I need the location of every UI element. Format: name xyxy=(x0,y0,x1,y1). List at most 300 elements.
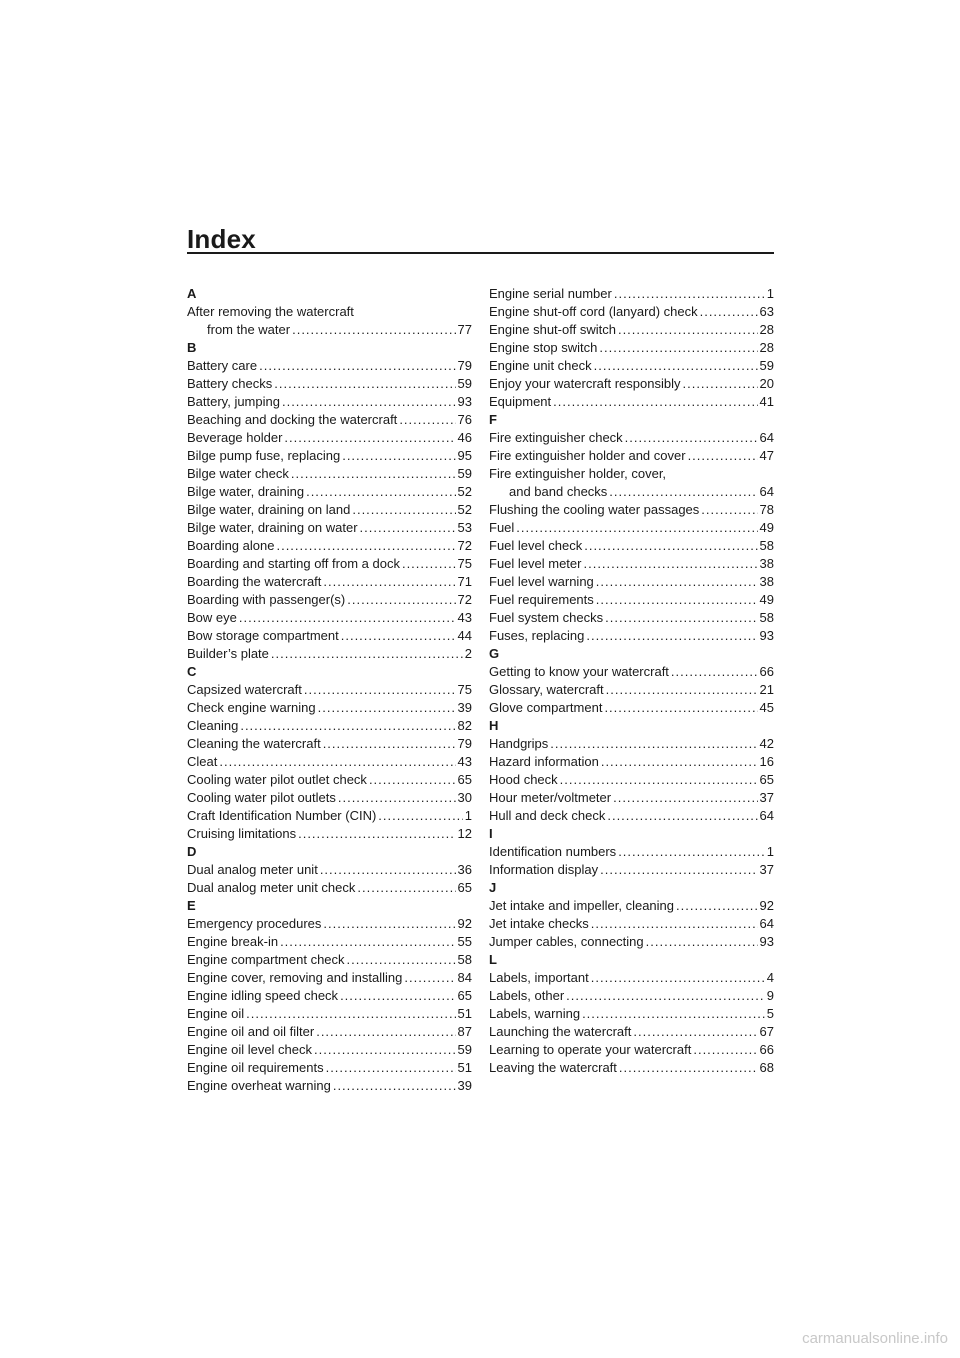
index-entry xyxy=(489,1005,774,1023)
index-entry-text: Bilge water, draining on land xyxy=(187,502,351,517)
index-letter-heading: C xyxy=(187,664,197,679)
index-entry-text: Cleaning xyxy=(187,718,239,733)
index-entry xyxy=(489,609,774,627)
dot-leader xyxy=(240,717,455,735)
index-entry xyxy=(489,1059,774,1077)
dot-leader xyxy=(326,1059,456,1077)
index-column-right xyxy=(489,285,774,1077)
index-letter-heading: F xyxy=(489,412,497,427)
index-entry xyxy=(489,321,774,339)
index-entry xyxy=(489,897,774,915)
index-entry-text: Fuel level meter xyxy=(489,556,582,571)
index-entry-page: 59 xyxy=(457,376,472,391)
index-entry-page: 51 xyxy=(457,1060,472,1075)
index-entry-page: 65 xyxy=(457,988,472,1003)
dot-leader xyxy=(342,447,455,465)
dot-leader xyxy=(693,1041,757,1059)
index-letter-heading: J xyxy=(489,880,497,895)
index-entry-page: 20 xyxy=(759,376,774,391)
index-letter-heading: G xyxy=(489,646,500,661)
dot-leader xyxy=(550,735,757,753)
index-entry-page: 72 xyxy=(457,538,472,553)
index-entry xyxy=(489,915,774,933)
index-entry-text: Getting to know your watercraft xyxy=(489,664,669,679)
dot-leader xyxy=(596,591,758,609)
index-entry-page: 49 xyxy=(759,520,774,535)
index-entry-page: 72 xyxy=(457,592,472,607)
index-entry-text: Engine shut-off switch xyxy=(489,322,616,337)
index-entry xyxy=(187,969,472,987)
dot-leader xyxy=(599,339,757,357)
dot-leader xyxy=(320,861,456,879)
dot-leader xyxy=(323,573,455,591)
index-entry-text: Battery checks xyxy=(187,376,273,391)
index-entry-page: 93 xyxy=(759,934,774,949)
index-entry xyxy=(489,555,774,573)
dot-leader xyxy=(688,447,758,465)
index-entry-text: Bilge water, draining on water xyxy=(187,520,358,535)
dot-leader xyxy=(298,825,455,843)
index-entry-page: 1 xyxy=(766,844,774,859)
index-entry-text: Engine overheat warning xyxy=(187,1078,331,1093)
index-entry xyxy=(187,429,472,447)
page-title: Index xyxy=(187,224,256,254)
dot-leader xyxy=(378,807,462,825)
dot-leader xyxy=(347,591,455,609)
index-entry-text: Craft Identification Number (CIN) xyxy=(187,808,377,823)
index-entry-page: 64 xyxy=(759,808,774,823)
index-letter-heading: B xyxy=(187,340,197,355)
index-entry-text: Beverage holder xyxy=(187,430,283,445)
dot-leader xyxy=(357,879,455,897)
index-entry-page: 67 xyxy=(759,1024,774,1039)
index-entry-text: Identification numbers xyxy=(489,844,617,859)
index-entry xyxy=(187,825,472,843)
index-entry-page: 43 xyxy=(457,754,472,769)
index-entry-page: 38 xyxy=(759,574,774,589)
index-entry xyxy=(187,951,472,969)
index-entry-page: 30 xyxy=(457,790,472,805)
dot-leader xyxy=(591,915,758,933)
dot-leader xyxy=(613,789,757,807)
dot-leader xyxy=(314,1041,456,1059)
dot-leader xyxy=(606,681,758,699)
index-entry xyxy=(489,357,774,375)
index-entry-page: 28 xyxy=(759,340,774,355)
dot-leader xyxy=(274,375,455,393)
index-entry-text: Cooling water pilot outlets xyxy=(187,790,336,805)
index-entry-text: Labels, warning xyxy=(489,1006,581,1021)
index-entry xyxy=(489,393,774,411)
index-entry-text: Bow storage compartment xyxy=(187,628,339,643)
index-entry xyxy=(187,627,472,645)
dot-leader xyxy=(560,771,758,789)
index-entry-text: Fuel system checks xyxy=(489,610,604,625)
index-entry-text: Hull and deck check xyxy=(489,808,606,823)
index-entry xyxy=(187,789,472,807)
dot-leader xyxy=(582,1005,765,1023)
index-entry-page: 46 xyxy=(457,430,472,445)
index-entry-text: Bilge water, draining xyxy=(187,484,305,499)
index-entry-text: Handgrips xyxy=(489,736,549,751)
index-entry-text: Fire extinguisher check xyxy=(489,430,623,445)
index-entry-text: Dual analog meter unit xyxy=(187,862,318,877)
index-entry-page: 68 xyxy=(759,1060,774,1075)
index-entry-page: 53 xyxy=(457,520,472,535)
index-entry-text: Fuel xyxy=(489,520,515,535)
index-entry-page: 59 xyxy=(457,1042,472,1057)
watermark: carmanualsonline.info xyxy=(802,1330,948,1347)
dot-leader xyxy=(402,555,456,573)
dot-leader xyxy=(618,843,765,861)
dot-leader xyxy=(352,501,455,519)
index-entry-text: Flushing the cooling water passages xyxy=(489,502,700,517)
index-entry xyxy=(489,591,774,609)
index-entry xyxy=(187,537,472,555)
index-entry-text: Leaving the watercraft xyxy=(489,1060,617,1075)
index-entry xyxy=(187,861,472,879)
index-entry-text: Builder’s plate xyxy=(187,646,269,661)
dot-leader xyxy=(594,357,758,375)
index-entry-text: Dual analog meter unit check xyxy=(187,880,356,895)
index-entry xyxy=(187,447,472,465)
index-entry xyxy=(489,501,774,519)
index-entry xyxy=(489,375,774,393)
index-entry-page: 21 xyxy=(759,682,774,697)
index-entry xyxy=(187,1059,472,1077)
index-entry-page: 41 xyxy=(759,394,774,409)
index-entry-text: Emergency procedures xyxy=(187,916,322,931)
index-entry-text: Battery care xyxy=(187,358,258,373)
title-rule xyxy=(187,252,774,254)
index-entry xyxy=(489,339,774,357)
dot-leader xyxy=(600,861,757,879)
dot-leader xyxy=(280,933,455,951)
index-entry xyxy=(489,483,774,501)
index-entry xyxy=(187,303,472,321)
index-entry xyxy=(489,933,774,951)
index-entry xyxy=(187,393,472,411)
index-entry xyxy=(187,1041,472,1059)
index-entry-text: Cruising limitations xyxy=(187,826,297,841)
index-entry-text: Bilge pump fuse, replacing xyxy=(187,448,341,463)
index-entry-page: 28 xyxy=(759,322,774,337)
index-entry-text: Enjoy your watercraft responsibly xyxy=(489,376,681,391)
dot-leader xyxy=(340,987,455,1005)
dot-leader xyxy=(369,771,456,789)
dot-leader xyxy=(246,1005,455,1023)
dot-leader xyxy=(618,321,758,339)
index-entry xyxy=(187,1023,472,1041)
index-entry-text: and band checks xyxy=(509,484,608,499)
index-entry xyxy=(489,789,774,807)
index-entry-text: Engine oil and oil filter xyxy=(187,1024,315,1039)
dot-leader xyxy=(566,987,765,1005)
index-entry xyxy=(187,465,472,483)
index-entry-text: Engine stop switch xyxy=(489,340,598,355)
index-entry-page: 52 xyxy=(457,502,472,517)
dot-leader xyxy=(553,393,757,411)
index-entry xyxy=(187,753,472,771)
index-entry xyxy=(187,645,472,663)
index-entry-text: Glove compartment xyxy=(489,700,603,715)
dot-leader xyxy=(292,321,455,339)
dot-leader xyxy=(360,519,456,537)
index-entry xyxy=(489,303,774,321)
index-entry xyxy=(489,1023,774,1041)
index-entry-page: 66 xyxy=(759,664,774,679)
index-entry-page: 51 xyxy=(457,1006,472,1021)
dot-leader xyxy=(591,969,765,987)
index-entry xyxy=(489,573,774,591)
index-entry-page: 58 xyxy=(759,538,774,553)
index-entry-page: 36 xyxy=(457,862,472,877)
index-column-left xyxy=(187,285,472,1095)
index-entry-text: Engine cover, removing and installing xyxy=(187,970,403,985)
dot-leader xyxy=(323,735,456,753)
dot-leader xyxy=(676,897,758,915)
dot-leader xyxy=(614,285,765,303)
index-entry-text: Battery, jumping xyxy=(187,394,280,409)
index-entry-text: Engine shut-off cord (lanyard) check xyxy=(489,304,698,319)
index-entry xyxy=(187,807,472,825)
index-entry xyxy=(187,573,472,591)
index-entry-page: 79 xyxy=(457,358,472,373)
index-entry xyxy=(489,429,774,447)
index-letter-heading: D xyxy=(187,844,197,859)
index-entry xyxy=(489,285,774,303)
index-entry-page: 58 xyxy=(759,610,774,625)
dot-leader xyxy=(316,1023,455,1041)
index-entry-text: Jumper cables, connecting xyxy=(489,934,644,949)
index-entry-text: Cooling water pilot outlet check xyxy=(187,772,367,787)
index-entry xyxy=(187,357,472,375)
index-entry-page: 49 xyxy=(759,592,774,607)
index-entry-text: Engine break-in xyxy=(187,934,279,949)
index-entry-page: 1 xyxy=(766,286,774,301)
dot-leader xyxy=(282,393,456,411)
dot-leader xyxy=(284,429,455,447)
dot-leader xyxy=(700,303,758,321)
dot-leader xyxy=(586,627,757,645)
index-entry-text: Labels, important xyxy=(489,970,589,985)
dot-leader xyxy=(682,375,757,393)
index-entry-page: 65 xyxy=(759,772,774,787)
dot-leader xyxy=(701,501,757,519)
dot-leader xyxy=(341,627,456,645)
index-entry xyxy=(489,735,774,753)
index-letter-heading: H xyxy=(489,718,499,733)
index-entry-page: 75 xyxy=(457,556,472,571)
index-entry-text: Engine serial number xyxy=(489,286,612,301)
index-entry-page: 5 xyxy=(766,1006,774,1021)
index-entry-text: Hood check xyxy=(489,772,558,787)
index-entry xyxy=(187,879,472,897)
index-entry-page: 12 xyxy=(457,826,472,841)
index-entry-text: Check engine warning xyxy=(187,700,316,715)
index-entry-page: 39 xyxy=(457,1078,472,1093)
dot-leader xyxy=(516,519,757,537)
index-entry xyxy=(489,663,774,681)
dot-leader xyxy=(219,753,455,771)
dot-leader xyxy=(671,663,758,681)
index-entry-page: 79 xyxy=(457,736,472,751)
index-entry-page: 55 xyxy=(457,934,472,949)
index-entry xyxy=(187,1077,472,1095)
index-entry-page: 52 xyxy=(457,484,472,499)
index-entry-page: 77 xyxy=(457,322,472,337)
index-entry-page: 42 xyxy=(759,736,774,751)
index-letter-heading: A xyxy=(187,286,197,301)
index-entry-page: 64 xyxy=(759,430,774,445)
dot-leader xyxy=(625,429,758,447)
index-entry-text: Equipment xyxy=(489,394,552,409)
index-entry-page: 39 xyxy=(457,700,472,715)
index-entry xyxy=(187,1005,472,1023)
index-entry xyxy=(187,987,472,1005)
index-entry-text: Engine compartment check xyxy=(187,952,345,967)
dot-leader xyxy=(399,411,455,429)
index-entry-text: Engine oil requirements xyxy=(187,1060,324,1075)
index-entry xyxy=(187,411,472,429)
dot-leader xyxy=(633,1023,757,1041)
index-entry xyxy=(489,771,774,789)
index-entry-page: 58 xyxy=(457,952,472,967)
dot-leader xyxy=(404,969,455,987)
dot-leader xyxy=(276,537,455,555)
index-entry xyxy=(187,501,472,519)
dot-leader xyxy=(607,807,757,825)
index-entry-page: 64 xyxy=(759,916,774,931)
dot-leader xyxy=(619,1059,758,1077)
index-entry-page: 44 xyxy=(457,628,472,643)
index-entry-text: Engine unit check xyxy=(489,358,592,373)
index-entry-page: 75 xyxy=(457,682,472,697)
index-entry-page: 1 xyxy=(464,808,472,823)
index-entry-text: Fuses, replacing xyxy=(489,628,585,643)
dot-leader xyxy=(306,483,455,501)
index-entry-text: Bilge water check xyxy=(187,466,289,481)
index-entry-page: 59 xyxy=(457,466,472,481)
index-entry xyxy=(489,537,774,555)
index-entry-page: 78 xyxy=(759,502,774,517)
index-entry-text: Capsized watercraft xyxy=(187,682,302,697)
dot-leader xyxy=(583,555,757,573)
index-entry-page: 64 xyxy=(759,484,774,499)
index-entry xyxy=(187,519,472,537)
index-entry-text: Learning to operate your watercraft xyxy=(489,1042,692,1057)
index-letter-heading: L xyxy=(489,952,497,967)
index-entry xyxy=(187,735,472,753)
index-entry-text: Engine oil level check xyxy=(187,1042,313,1057)
index-entry xyxy=(489,465,774,483)
index-entry-page: 84 xyxy=(457,970,472,985)
index-entry-page: 63 xyxy=(759,304,774,319)
index-entry xyxy=(187,483,472,501)
index-entry xyxy=(187,555,472,573)
index-entry-page: 4 xyxy=(766,970,774,985)
index-entry-page: 43 xyxy=(457,610,472,625)
index-entry-page: 92 xyxy=(759,898,774,913)
index-entry-page: 37 xyxy=(759,862,774,877)
index-entry-page: 16 xyxy=(759,754,774,769)
index-entry-text: Launching the watercraft xyxy=(489,1024,632,1039)
dot-leader xyxy=(304,681,456,699)
index-entry-text: Beaching and docking the watercraft xyxy=(187,412,398,427)
index-entry xyxy=(187,699,472,717)
index-entry xyxy=(187,609,472,627)
index-letter-heading: E xyxy=(187,898,196,913)
index-entry-page: 93 xyxy=(457,394,472,409)
index-entry-page: 87 xyxy=(457,1024,472,1039)
dot-leader xyxy=(646,933,758,951)
index-entry-text: Fire extinguisher holder and cover xyxy=(489,448,686,463)
index-entry-text: Hour meter/voltmeter xyxy=(489,790,612,805)
index-entry-page: 65 xyxy=(457,772,472,787)
index-entry xyxy=(489,807,774,825)
index-entry xyxy=(187,915,472,933)
index-entry-text: Cleat xyxy=(187,754,218,769)
index-entry-page: 82 xyxy=(457,718,472,733)
index-entry-page: 65 xyxy=(457,880,472,895)
dot-leader xyxy=(347,951,456,969)
dot-leader xyxy=(291,465,456,483)
index-entry-text: Glossary, watercraft xyxy=(489,682,604,697)
dot-leader xyxy=(318,699,456,717)
index-entry xyxy=(187,771,472,789)
index-entry-text: After removing the watercraft xyxy=(187,304,354,319)
index-letter-heading: I xyxy=(489,826,493,841)
index-entry xyxy=(187,375,472,393)
index-entry-text: Hazard information xyxy=(489,754,599,769)
index-entry xyxy=(489,861,774,879)
index-entry xyxy=(489,447,774,465)
dot-leader xyxy=(601,753,758,771)
index-entry-page: 71 xyxy=(457,574,472,589)
index-entry xyxy=(187,591,472,609)
index-entry xyxy=(187,717,472,735)
dot-leader xyxy=(584,537,757,555)
index-entry xyxy=(489,987,774,1005)
dot-leader xyxy=(605,609,757,627)
index-entry xyxy=(187,681,472,699)
index-entry xyxy=(489,699,774,717)
index-entry-text: Fuel requirements xyxy=(489,592,594,607)
index-entry-page: 38 xyxy=(759,556,774,571)
index-entry-page: 93 xyxy=(759,628,774,643)
index-entry-text: Boarding with passenger(s) xyxy=(187,592,346,607)
index-entry xyxy=(489,843,774,861)
index-entry xyxy=(489,969,774,987)
index-entry-text: Engine oil xyxy=(187,1006,245,1021)
index-entry xyxy=(489,753,774,771)
index-entry-text: Fuel level check xyxy=(489,538,583,553)
index-entry-text: Jet intake and impeller, cleaning xyxy=(489,898,675,913)
index-entry xyxy=(187,321,472,339)
dot-leader xyxy=(259,357,455,375)
dot-leader xyxy=(271,645,463,663)
dot-leader xyxy=(239,609,456,627)
index-entry-text: Fuel level warning xyxy=(489,574,594,589)
index-entry-text: Boarding the watercraft xyxy=(187,574,322,589)
index-entry xyxy=(489,519,774,537)
index-entry-text: Jet intake checks xyxy=(489,916,589,931)
index-entry-page: 45 xyxy=(759,700,774,715)
index-entry-page: 9 xyxy=(766,988,774,1003)
index-entry-page: 92 xyxy=(457,916,472,931)
dot-leader xyxy=(323,915,455,933)
index-entry-page: 47 xyxy=(759,448,774,463)
